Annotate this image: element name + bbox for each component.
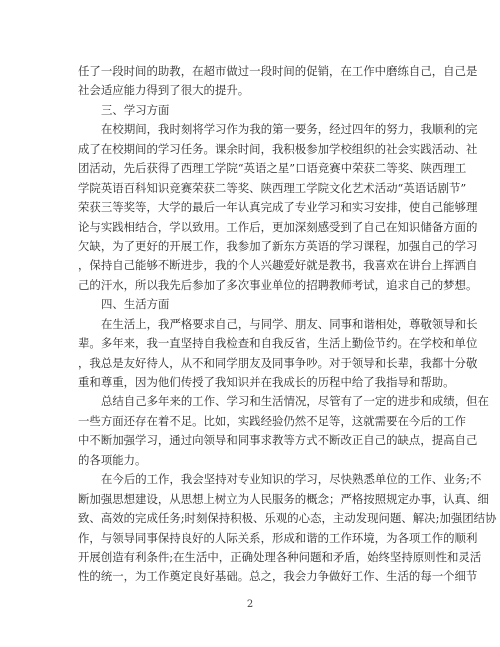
text-line: 性的统一，为工作奠定良好基础。总之，我会力争做好工作、生活的每一个细节 [78,569,478,584]
text-line: 辈。多年来，我一直坚持自我检查和自我反省，生活上勤俭节约。在学校和单位 [78,336,478,351]
text-line: 的各项能力。 [78,452,147,467]
text-line: 荣获三等奖等，大学的最后一年认真完成了专业学习和实习安排，使自己能够理 [78,200,478,215]
text-line: 断加强思想建设，从思想上树立为人民服务的概念；严格按照规定办事，认真、细 [78,491,489,506]
text-line: 在生活上，我严格要求自己，与同学、朋友、同事和谐相处，尊敬领导和长 [101,316,478,331]
text-line: 致、高效的完成任务;时刻保持积极、乐观的心态，主动发现问题、解决;加强团结协 [78,511,497,526]
text-line: 己的汗水，所以我先后参加了多次事业单位的招聘教师考试，追求自己的梦想。 [78,277,478,292]
text-line: 成了在校期间的学习任务。课余时间，我积极参加学校组织的社会实践活动、社 [78,141,478,156]
text-line: 学院英语百科知识竞赛荣获二等奖、陕西理工学院文化艺术活动“英语话剧节” [78,180,467,195]
text-line: 在校期间，我时刻将学习作为我的第一要务，经过四年的努力，我顺利的完 [101,122,478,137]
page-number: 2 [246,599,254,610]
text-line: 在今后的工作，我会坚持对专业知识的学习，尽快熟悉单位的工作、业务;不 [101,472,482,487]
text-line: 任了一段时间的助教，在超市做过一段时间的促销，在工作中磨练自己，自己是 [78,64,478,78]
section-heading: 三、学习方面 [101,102,170,117]
text-line: 欠缺，为了更好的开展工作，我参加了新东方英语的学习课程，加强自己的学习 [78,238,478,253]
text-line: ，保持自己能够不断进步，我的个人兴趣爱好就是教书，我喜欢在讲台上挥洒自 [78,258,478,273]
text-line: 开展创造有利条件;在生活中，正确处理各种问题和矛盾，始终坚持原则性和灵活 [78,549,482,564]
text-line: 社会适应能力得到了很大的提升。 [78,83,250,98]
text-line: 团活动，先后获得了西理工学院“英语之星”口语竞赛中荣获二等奖、陕西理工 [78,161,467,176]
text-line: 论与实践相结合，学以致用。工作后，更加深刻感受到了自己在知识储备方面的 [78,219,478,234]
text-line: ，我总是友好待人，从不和同学朋友及同事争吵。对于领导和长辈，我都十分敬 [78,355,478,370]
text-line: 总结自己多年来的工作、学习和生活情况，尽管有了一定的进步和成绩，但在 [101,394,489,409]
text-line: 中不断加强学习，通过向领导和同事求教等方式不断改正自己的缺点，提高自己 [78,433,478,448]
section-heading: 四、生活方面 [101,297,170,312]
body-text [78,62,497,587]
text-line: 作，与领导同事保持良好的人际关系，形成和谐的工作环境，为各项工作的顺利 [78,530,478,545]
text-line: 重和尊重，因为他们传授了我知识并在我成长的历程中给了我指导和帮助。 [78,375,455,389]
text-line: 一些方面还存在着不足。比如，实践经验仍然不足等，这就需要在今后的工作 [78,413,466,428]
